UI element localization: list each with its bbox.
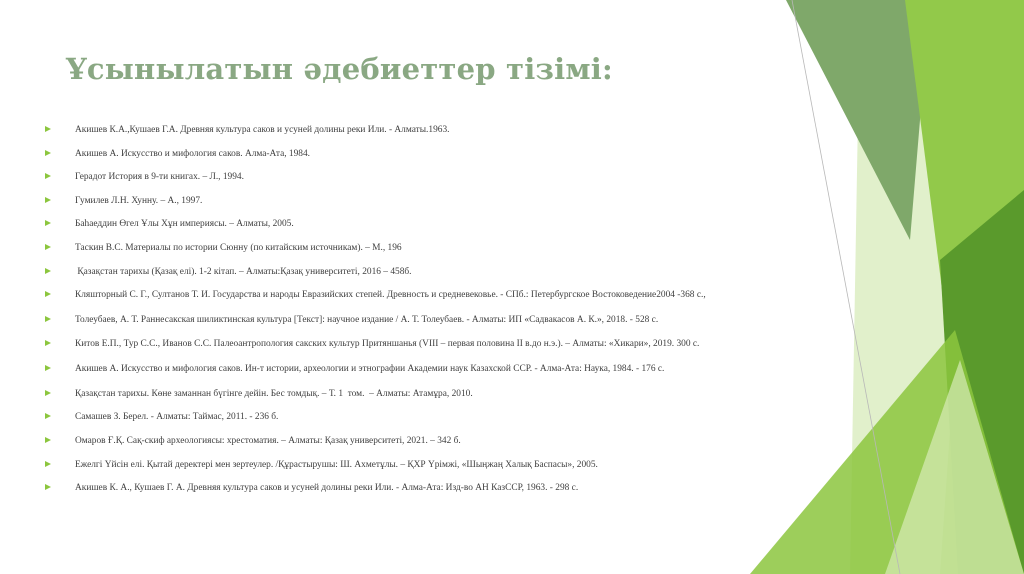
reference-item [45,314,765,326]
reference-text: Ежелгі Үйсін елі. Қытай деректері мен зертеулер. /Құрастырушы: Ш. Ахметұлы. – ҚХР Үрімжі, «Шыңжаң Халық Баспасы», 2005. [75,459,598,470]
reference-text: Акишев К.А.,Кушаев Г.А. Древняя культура саков и усуней долины реки Или. - Алматы.1963. [75,125,450,135]
triangle-bullet-icon [45,126,51,132]
reference-text: Қазақстан тарихы. Көне заманнан бүгінге дейін. Бес томдық. – Т. 1 том. – Алматы: Атамұра, 2010. [75,388,473,399]
reference-item [45,124,765,136]
triangle-bullet-icon [45,197,51,203]
reference-text: Қазақстан тарихы (Қазақ елі). 1-2 кітап. – Алматы:Қазақ университеті, 2016 – 458б. [75,266,412,277]
reference-item [45,459,765,471]
reference-text: Кляшторный С. Г., Султанов Т. И. Государства и народы Евразийских степей. Древность и средневековье. - СПб.: Петербургское Востоковедение2004 -368 с., [75,290,706,301]
reference-item [45,289,765,301]
slide-title: Ұсынылатын әдебиеттер тізімі: [66,52,613,86]
reference-item [45,388,765,400]
reference-item [45,148,765,160]
reference-item [45,171,765,183]
reference-text: Акишев А. Искусство и мифология саков. Ин-т истории, археологии и этнографии Академии наук Казахской ССР. - Алма-Ата: Наука, 1984. - 176 с. [75,363,665,374]
triangle-bullet-icon [45,461,51,467]
triangle-bullet-icon [45,484,51,490]
reference-text: Толеубаев, А. Т. Раннесакская шиликтинская культура [Текст]: научное издание / А. Т. Толеубаев. - Алматы: ИП «Садвакасов А. К.», 2018. - 528 с. [75,315,659,326]
reference-text: Гумилев Л.Н. Хунну. – А., 1997. [75,195,203,206]
triangle-bullet-icon [45,316,51,322]
reference-item [45,266,765,278]
reference-text: Акишев К. А., Кушаев Г. А. Древняя культура саков и усуней долины реки Или. - Алма-Ата: Изд-во АН КазССР, 1963. - 298 с. [75,483,579,494]
reference-item [45,242,765,254]
reference-item [45,195,765,207]
reference-text: Омаров Ғ.Қ. Сақ-скиф археологиясы: хрестоматия. – Алматы: Қазақ университеті, 2021. – 342 б. [75,435,461,446]
reference-text: Китов Е.П., Тур С.С., Иванов С.С. Палеоантропология сакских культур Притяншанья (VIII – первая половина II в.до н.э.). – Алматы: «Хикари», 2019. 300 с. [75,338,700,349]
triangle-bullet-icon [45,437,51,443]
triangle-bullet-icon [45,291,51,297]
reference-item [45,218,765,230]
triangle-bullet-icon [45,268,51,274]
reference-text: Таскин В.С. Материалы по истории Сюнну (по китайским источникам). – М., 196 [75,242,402,253]
reference-list [45,124,765,506]
triangle-bullet-icon [45,220,51,226]
reference-item [45,411,765,423]
triangle-bullet-icon [45,413,51,419]
triangle-bullet-icon [45,173,51,179]
reference-item [45,482,765,494]
triangle-bullet-icon [45,365,51,371]
reference-item [45,435,765,447]
triangle-bullet-icon [45,390,51,396]
reference-text: Акишев А. Искусство и мифология саков. Алма-Ата, 1984. [75,148,311,159]
triangle-bullet-icon [45,340,51,346]
reference-text: Самашев З. Берел. - Алматы: Таймас, 2011. - 236 б. [75,412,279,423]
triangle-bullet-icon [45,244,51,250]
reference-text: Герадот История в 9-ти книгах. – Л., 1994. [75,172,244,183]
reference-item [45,338,765,350]
reference-item [45,363,765,375]
reference-text: Баһаеддин Өгел Ұлы Хұн империясы. – Алматы, 2005. [75,219,294,230]
triangle-bullet-icon [45,150,51,156]
